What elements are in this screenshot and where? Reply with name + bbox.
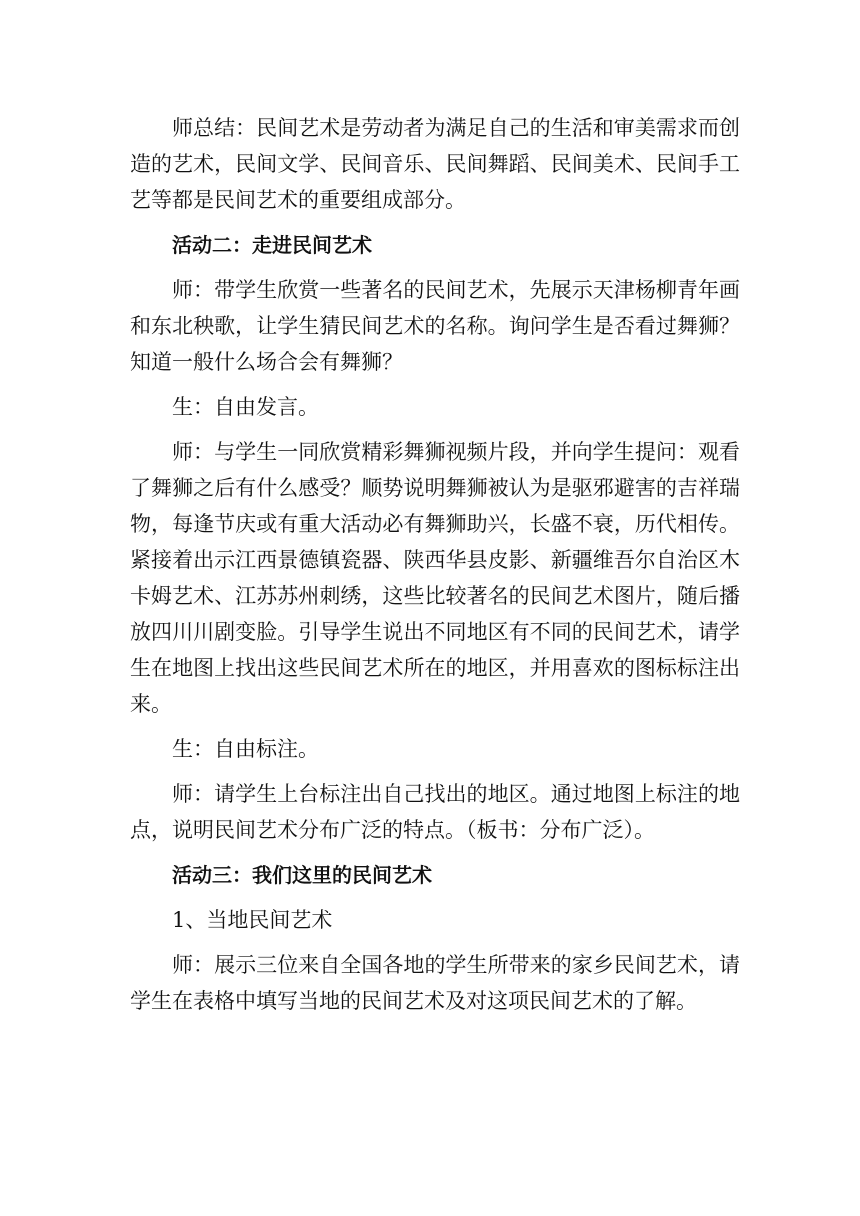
teacher-paragraph-4: 师：展示三位来自全国各地的学生所带来的家乡民间艺术，请学生在表格中填写当地的民间艺术及对这项民间艺术的了解。 <box>130 953 740 1013</box>
teacher-summary-paragraph: 师总结：民间艺术是劳动者为满足自己的生活和审美需求而创造的艺术，民间文学、民间音乐、民间舞蹈、民间美术、民间手工艺等都是民间艺术的重要组成部分。 <box>130 116 740 212</box>
teacher-paragraph-2: 师：与学生一同欣赏精彩舞狮视频片段，并向学生提问：观看了舞狮之后有什么感受？顺势说明舞狮被认为是驱邪避害的吉祥瑞物，每逢节庆或有重大活动必有舞狮助兴，长盛不衰，历代相传。紧接着出示江西景德镇瓷器、陕西华县皮影、新疆维吾尔自治区木卡姆艺术、江苏苏州刺绣，这些比较著名的民间艺术图片，随后播放四川川剧变脸。引导学生说出不同地区有不同的民间艺术，请学生在地图上找出这些民间艺术所在的地区，并用喜欢的图标标注出来。 <box>130 440 740 716</box>
student-paragraph-2: 生：自由标注。 <box>172 737 319 761</box>
student-paragraph-1: 生：自由发言。 <box>172 395 319 419</box>
document-page <box>130 110 740 1028</box>
activity-2-heading: 活动二：走进民间艺术 <box>172 233 372 257</box>
teacher-paragraph-3: 师：请学生上台标注出自己找出的地区。通过地图上标注的地点，说明民间艺术分布广泛的特点。（板书：分布广泛）。 <box>130 782 740 842</box>
subsection-title: 1、当地民间艺术 <box>172 908 333 932</box>
teacher-paragraph-1: 师：带学生欣赏一些著名的民间艺术，先展示天津杨柳青年画和东北秧歌，让学生猜民间艺术的名称。询问学生是否看过舞狮？知道一般什么场合会有舞狮？ <box>130 278 740 374</box>
activity-3-heading: 活动三：我们这里的民间艺术 <box>172 863 432 887</box>
